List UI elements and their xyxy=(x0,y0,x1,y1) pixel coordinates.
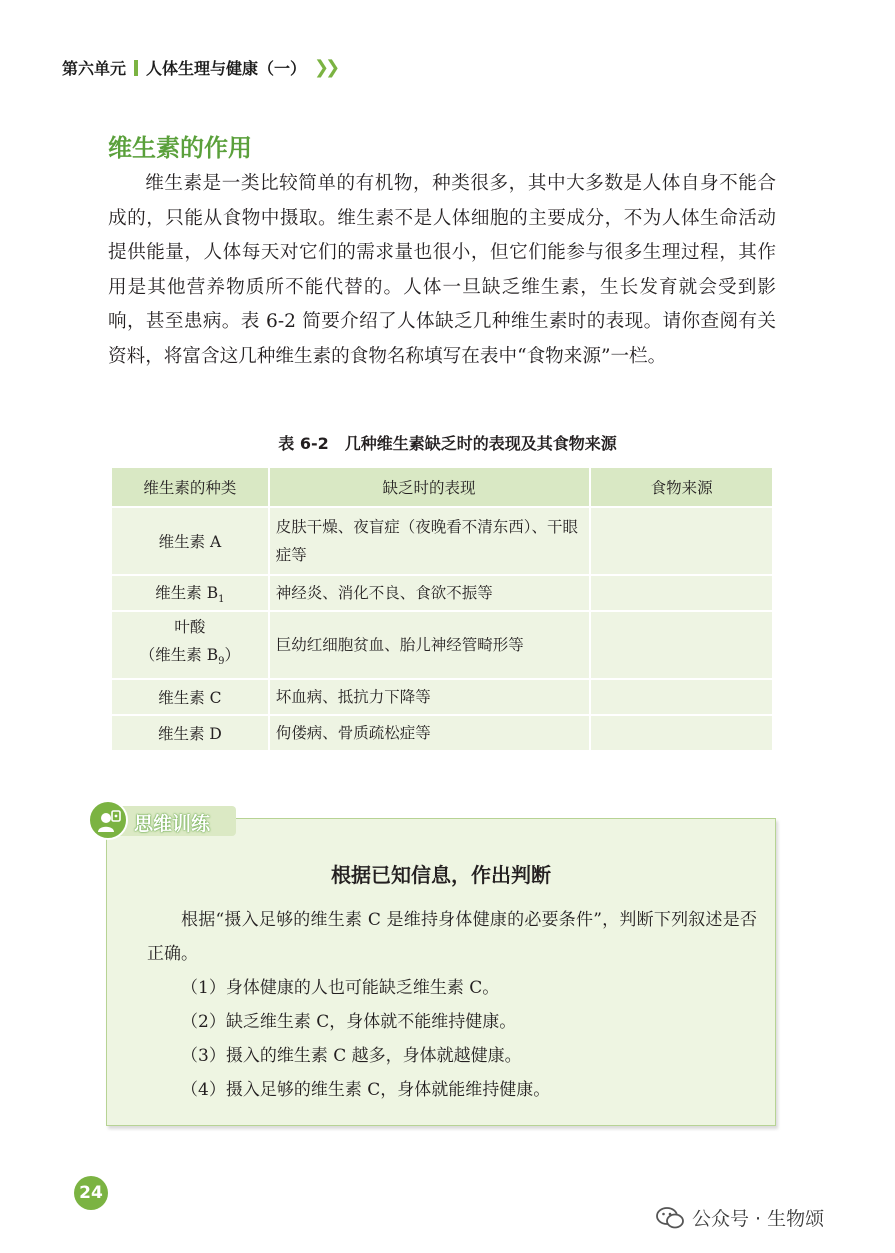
cell-food xyxy=(590,679,773,715)
thinking-box xyxy=(106,818,776,1126)
thinking-item: （4）摄入足够的维生素 C，身体就能维持健康。 xyxy=(181,1080,551,1100)
kind-text: 维生素 B xyxy=(155,583,219,602)
cell-kind xyxy=(111,575,269,611)
kind-subscript: 1 xyxy=(218,594,225,606)
cell-symptom: 佝偻病、骨质疏松症等 xyxy=(269,715,591,751)
thinking-body xyxy=(147,903,757,1107)
thinking-item: （1）身体健康的人也可能缺乏维生素 C。 xyxy=(181,978,500,998)
header-kind: 维生素的种类 xyxy=(111,467,269,507)
kind-line1: 叶酸 xyxy=(174,618,206,637)
wechat-icon xyxy=(656,1206,684,1230)
watermark xyxy=(656,1204,824,1231)
kind-text: （维生素 B xyxy=(139,646,219,665)
table-row xyxy=(111,507,773,575)
body-paragraph: 维生素是一类比较简单的有机物，种类很多，其中大多数是人体自身不能合成的，只能从食物中摄取。维生素不是人体细胞的主要成分，不为人体生命活动提供能量，人体每天对它们的需求量也很小，但它们能参与很多生理过程，其作用是其他营养物质所不能代替的。人体一旦缺乏维生素，生长发育就会受到影响，甚至患病。表 6-2 简要介绍了人体缺乏几种维生素时的表现。请你查阅有关资料，将富含这几种维生素的食物名称填写在表中“食物来源”一栏。 xyxy=(108,173,776,367)
cell-food xyxy=(590,715,773,751)
thinking-item: （3）摄入的维生素 C 越多，身体就越健康。 xyxy=(181,1046,522,1066)
cell-kind xyxy=(111,611,269,679)
header-symptom: 缺乏时的表现 xyxy=(269,467,591,507)
unit-title: 人体生理与健康（一） xyxy=(146,59,307,78)
thinking-intro: 根据“摄入足够的维生素 C 是维持身体健康的必要条件”，判断下列叙述是否正确。 xyxy=(147,910,757,964)
cell-symptom: 皮肤干燥、夜盲症（夜晚看不清东西）、干眼症等 xyxy=(269,507,591,575)
cell-symptom: 坏血病、抵抗力下降等 xyxy=(269,679,591,715)
badge-label: 思维训练 xyxy=(134,813,211,835)
table-header-row xyxy=(111,467,773,507)
cell-symptom: 神经炎、消化不良、食欲不振等 xyxy=(269,575,591,611)
header-food: 食物来源 xyxy=(590,467,773,507)
thinking-item: （2）缺乏维生素 C，身体就不能维持健康。 xyxy=(181,1012,517,1032)
unit-label: 第六单元 xyxy=(62,59,127,78)
watermark-text: 公众号 · 生物颂 xyxy=(692,1208,825,1230)
vitamin-table xyxy=(110,466,774,752)
cell-kind: 维生素 C xyxy=(111,679,269,715)
cell-kind: 维生素 D xyxy=(111,715,269,751)
kind-subscript: 9 xyxy=(218,656,225,668)
thinking-title: 根据已知信息，作出判断 xyxy=(331,863,551,887)
badge-tab xyxy=(112,806,236,836)
cell-food xyxy=(590,575,773,611)
section-title: 维生素的作用 xyxy=(108,134,252,162)
cell-kind: 维生素 A xyxy=(111,507,269,575)
divider-bar xyxy=(134,60,138,76)
double-chevron-icon: ❯❯ xyxy=(314,57,337,78)
body-text xyxy=(108,167,776,374)
thinking-badge xyxy=(88,800,234,840)
table-row xyxy=(111,611,773,679)
cell-food xyxy=(590,611,773,679)
running-header xyxy=(62,56,336,79)
cell-symptom: 巨幼红细胞贫血、胎儿神经管畸形等 xyxy=(269,611,591,679)
kind-tail: ） xyxy=(224,646,240,665)
table-caption: 表 6-2 几种维生素缺乏时的表现及其食物来源 xyxy=(278,434,617,453)
table-row xyxy=(111,575,773,611)
person-thinking-icon xyxy=(88,800,128,840)
table-row xyxy=(111,679,773,715)
table-row xyxy=(111,715,773,751)
cell-food xyxy=(590,507,773,575)
page-number: 24 xyxy=(74,1176,108,1210)
